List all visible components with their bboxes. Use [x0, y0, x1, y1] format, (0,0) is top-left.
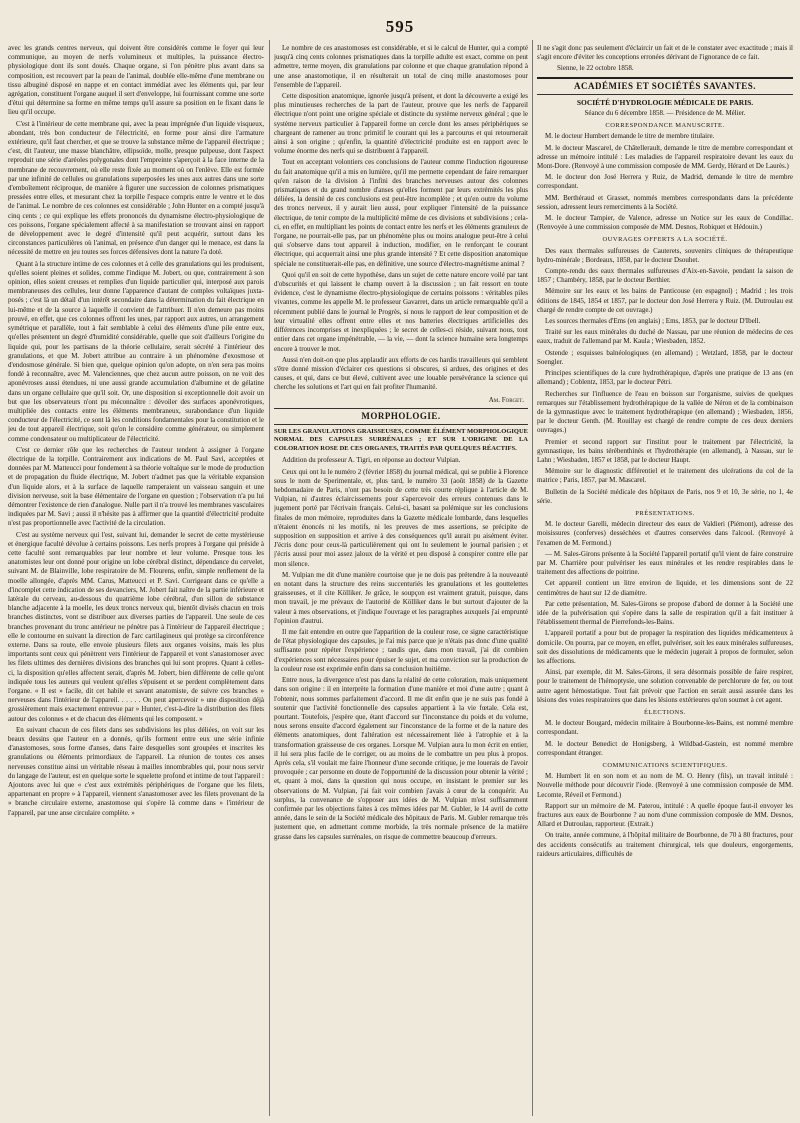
paragraph: On traite, année commune, à l'hôpital militaire de Bourbonne, de 70 à 80 fractures, pour des accidents consécutifs au traitement chirurgical, tels que douleurs, engorgements, raideurs articulaires, difficultés de — [537, 831, 793, 858]
session-line: Séance du 6 décembre 1858. — Présidence de M. Mélier. — [584, 109, 746, 118]
paragraph: Compte-rendu des eaux thermales sulfureuses d'Aix-en-Savoie, pendant la saison de 1857 ; Chambéry, 1858, par le docteur Berthier. — [537, 267, 793, 285]
paragraph: MM. Berthéraud et Grasset, nommés membres correspondants dans la précédente session, adressent leurs remerciments à la Société. — [537, 193, 793, 211]
section-title-morphologie: MORPHOLOGIE. — [361, 410, 441, 421]
page-number: 595 — [385, 17, 415, 36]
paragraph: Ainsi, par exemple, dit M. Sales-Girons, il sera désormais possible de faire respirer, pour le traitement de l'hémoptysie, une solution convenable de perchlorure de fer, ou tout autre agent hémostatique. Tout fait prévoir que l'action en serait aussi assurée dans les lésions des voies respiratoires que dans les lésions extérieures qu'on soumet à cet agent. — [537, 668, 793, 704]
paragraph: Il ne s'agit donc pas seulement d'éclaircir un fait et de le constater avec exactitude ; mais il s'agit encore d'éviter les conceptions erronées dérivant de l'ignorance de ce fait. — [537, 44, 793, 62]
paragraph: Recherches sur l'influence de l'eau en boisson sur l'organisme, suivies de quelques remarques sur l'établissement hydrothérapique de la vallée de Néron et de la combinaison de la gymnastique avec le traitement hydrothérapique (en allemand) ; Wiesbaden, 1856, par le docteur Genth. (M. Rouillay est chargé de rendre compte de ces deux derniers ouvrages.) — [537, 389, 793, 435]
paragraph: M. le docteur Benedict de Honigsberg, à Wildbad-Gastein, est nommé membre correspondant étranger. — [537, 739, 793, 757]
paragraph: Quoi qu'il en soit de cette hypothèse, dans un sujet de cette nature encore voilé par tant d'obscurités et qui laissent le champ ouvert à la discussion ; un fait ressort en toute évidence, c'est le dynamisme électro-physiologique de certains poissons : véritables piles vivantes, comme les appelle M. le professeur Gavarret, dans un article remarquable qu'il a récemment publié dans le journal le Progrès, si nous le rapport de leur composition et de leur virtualité elles offrent entre elles et nos batteries électriques artificielles des différences incomprises et inexpliquées ; le secret de celles-ci réside, suivant nous, tout entier dans cet organe impénétrable, — la vie, — dont la science humaine sera longtemps encore à trouver le mot. — [274, 270, 528, 353]
paragraph: Des eaux thermales sulfureuses de Cauterets, souvenirs cliniques de thérapeutique hydro-minérale ; Bordeaux, 1858, par le docteur Dsouhet. — [537, 246, 793, 264]
paragraph: C'est ce dernier rôle que les recherches de l'auteur tendent à assigner à l'organe électrique de la torpille. Contrairement aux indications de M. Paul Savi, acceptées et données par M. Matteucci pour fondement à sa théorie voltaïque sur le mode de production et de propagation du fluide électrique, M. Jobert n'admet pas que la véritable expansion d'un liquide alors, et à la surface de laquelle ramperaient un vaisseau sanguin et une division nerveuse, soit la base élémentaire de l'organe en question ; l'observation n'a pu lui démontrer l'existence de rien d'analogue. Nulle part il n'a trouvé les membranes vasculaires indiquées par M. Savi ; aussi il n'hésite pas à affirmer que la quantité d'électricité produite n'est pas proportionnelle avec l'activité de la circulation. — [8, 445, 264, 528]
article-heading: SUR LES GRANULATIONS GRAISSEUSES, COMME ÉLÉMENT MORPHOLOGIQUE NORMAL DES CAPSULES SURRÉNALES ; ET SUR L'ORIGINE DE LA COLORATION ROSE DE CES ORGANES, TRAITÉS PAR QUELQUES RÉACTIFS. — [274, 427, 528, 452]
column-2 — [274, 44, 528, 1116]
paragraph: Le nombre de ces anastomoses est considérable, et si le calcul de Hunter, qui a compté jusqu'à cinq cents colonnes prismatiques dans la torpille adulte est exact, comme on peut admettre, terme moyen, dix granulations par colonne et que chaque granulation répond à une anse anastomotique, il en résulterait un total de cinq mille anastomoses pour l'ensemble de l'appareil. — [274, 44, 528, 89]
subsection-ouvrages: OUVRAGES OFFERTS A LA SOCIÉTÉ. — [602, 236, 728, 244]
paragraph: C'est à l'intérieur de cette membrane qui, avec la peau imprégnée d'un liquide visqueux, abondant, très bon conducteur de l'électricité, en forme pour ainsi dire l'armature extérieure, qu'il faut chercher, et que se trouve la substance même de l'appareil électrique ; c'est, dit l'auteur, une masse blanchâtre, ellipsoïde, molle, presque pulpeuse, dont l'aspect reproduit une série d'aréoles polygonales dont l'empreinte s'aperçoit à la face interne de la membrane de recouvrement, où elle reste fixée au moment où on l'enlève. Elle est formée par une infinité de cellules ou granulations superposées les unes aux autres dans une sorte d'emboîtement réciproque, de manière à figurer une succession de colonnes prismatiques pressées entre elles, et mesurant chez la torpille l'espace compris entre le ventre et le dos de l'animal. Le nombre de ces colonnes est considérable ; John Hunter en a compté jusqu'à cinq cents ; ce qui explique les effets prononcés du dynamisme électro-physiologique de ces poissons, l'organe spécialement affecté à sa manifestation se trouvant ainsi en rapport de développement avec le degré d'intensité qu'il peut acquérir, surtout dans les circonstances particulières où l'animal, en présence d'un danger qui le menace, est dans la nécessité de mettre en jeu toutes ses forces défensives dont la nature l'a doté. — [8, 119, 264, 257]
paragraph: Tout en acceptant volontiers ces conclusions de l'auteur comme l'induction rigoureuse du fait anatomique qu'il a mis en lumière, qu'il me permette cependant de faire remarquer qu'en raison de la division à l'infini des branches nerveuses autour des colonnes prismatiques et du grand nombre d'anses qu'elles forment par leurs extrémités les plus déliées, la densité de ces conclusions est peut-être incomplète ; et qu'en outre du volume des troncs nerveux, il y aurait lieu aussi, pour expliquer l'intensité de la puissance électrique, de tenir compte de la multiplicité même de ces divisions et subdivisions ; cela-ci, en effet, en multipliant les points de contact entre les nerfs et les éléments granuleux de l'organe, ne pourrait-elle pas, par un phénomène plus ou moins analogue peut-être à celui qui s'observe dans tout appareil à induction, modifier, en le renforçant le courant électrique, qui acquerrait ainsi une plus grande intensité ? Et cette disposition anatomique spéciale ne constituerait-elle pas, en définitive, une source d'électro-magnétisme animal ? — [274, 158, 528, 268]
paragraph: Addition du professeur A. Tigri, en réponse au docteur Vulpian. — [282, 456, 461, 465]
paragraph: avec les grands centres nerveux, qui doivent être considérés comme le foyer qui leur communique, au moyen de nerfs volumineux et multiples, la puissance électro-physiologique dont ils sont doués. Chaque organe, si l'on pénètre plus avant dans sa composition, est recouvert par la peau de l'animal, doublée elle-même d'une membrane ou tissu albuginé disposé en nappe et en contact immédiat avec les éléments qui, par leur agrégation, constituent l'organe auquel il sert d'enveloppe, lui fournissant comme une sorte d'étui qui détermine sa forme en même temps qu'il assure sa position en le fixant dans le lieu qu'il occupe. — [8, 44, 264, 117]
paragraph: M. le docteur don José Herrera y Ruiz, de Madrid, demande le titre de membre correspondant. — [537, 173, 793, 191]
paragraph: M. Humbert lit en son nom et au nom de M. O. Henry (fils), un travail intitulé : Nouvelle méthode pour découvrir l'iode. (Renvoyé à une commission composée de MM. Lecomte, Réveil et Fermond.) — [537, 772, 793, 799]
paragraph: Par cette présentation, M. Sales-Girons se propose d'abord de donner à la Société une idée de la pulvérisation qui s'opère dans la salle de respiration qu'il a fait instituer à l'établissement thermal de Pierrefonds-les-Bains. — [537, 599, 793, 627]
paragraph: En suivant chacun de ces filets dans ses subdivisions les plus déliées, on voit sur les beaux dessins que l'auteur en a donnés, qu'ils forment entre eux une série infinie d'anastomoses, sous forme d'anses, dans l'aire desquelles sont groupées et inscrites les granulations ou éléments primordiaux de l'appareil. La réunion de toutes ces anses nerveuses constitue ainsi un véritable réseau à mailles innombrables qui, pour nous servir du langage de l'auteur, est en quelque sorte le squelette profond et intime de tout l'appareil : Ajoutons avec lui que « c'est aux extrémités périphériques de l'organe que les filets, appartenant en propre » à l'appareil, viennent s'anastomoser avec les filets provenant de la » branche circulaire externe, anastomose qui s'opère là comme dans » l'intérieur de l'appareil, par une anse circulaire complète. » — [8, 725, 264, 817]
paragraph: M. Vulpian me dit d'une manière courtoise que je ne dois pas prétendre à la nouveauté en notant dans la structure des reins succenturiés les granulations et les gouttelettes graisseuses, et il cite Kölliker. Je grâce, le soupçon est vraiment gratuit, puisque, dans mon travail, je me prévaux de l'autorité de Kölliker dans le but surtout d'ajouter de la valeur à mes observations, et j'indique l'ouvrage et les paragraphes auxquels j'ai emprunté l'opinion d'autrui. — [274, 570, 528, 625]
society-title: SOCIÉTÉ D'HYDROLOGIE MÉDICALE DE PARIS. — [576, 97, 754, 107]
paragraph: Entre nous, la divergence n'est pas dans la réalité de cette coloration, mais uniquement dans son origine : il en interprète la formation d'une manière et moi d'une autre ; quant à l'obtenir, nous sommes parfaitement d'accord. Il me dit enfin que je ne suis pas fondé à soutenir que l'activité fonctionnelle des capsules appartient à la vie fœtale. Cela est, pourtant. Toutefois, j'espère que, étant d'accord sur l'inconstance du poids et du volume, nous serons ensuite d'accord également sur l'inconstance de la forme et de la nature des éléments anatomiques, dont l'altération est nécessairement liée à l'atrophie et à la transformation graisseuse de ces organes. Lorsque M. Vulpian aura lu mon écrit en entier, il lui sera plus facile de le corriger, ou au moins de le combattre un peu plus à propos. Après cela, s'il voulait me faire l'honneur d'une seconde critique, je me louerais de l'avoir provoquée ; car personne en doute de l'opportunité de la discussion pour obtenir la vérité ; et, quant à moi, dans la question qui nous occupe, en insistant le premier sur les observations de M. Vulpian, j'ai fait voir combien j'avais à cœur de la conquérir. Au surplus, la convenance de s'opposer aux idées de M. Vulpian m'est suffisamment confirmée par les objections faites à ces mêmes idées par M. Gubler, le 14 avril de cette année, dans le sein de la Société médicale des hôpitaux de Paris. M. Gubler remarque très justement que, en admettant comme morbide, la très normale présence de la matière grasse dans les capsules surrénales, on risque de commettre beaucoup d'erreurs. — [274, 676, 528, 841]
paragraph: Cet appareil contient un litre environ de liquide, et les dimensions sont de 22 centimètres de haut sur 12 de diamètre. — [537, 579, 793, 597]
dateline: Sienne, le 22 octobre 1858. — [557, 64, 634, 73]
paragraph: Traité sur les eaux minérales du duché de Nassau, par une réunion de médecins de ces eaux, traduit de l'allemand par M. Kaula ; Wiesbaden, 1852. — [537, 328, 793, 346]
divider — [274, 408, 528, 409]
paragraph: Mémoire sur les eaux et les bains de Panticouse (en espagnol) ; Madrid ; les trois éditions de 1845, 1854 et 1857, par le docteur don José Herrera y Ruiz. (M. Dutroulau est chargé de rendre compte de cet ouvrage.) — [537, 287, 793, 314]
author-signature: Am. Forget. — [488, 395, 524, 404]
subsection-correspondance: CORRESPONDANCE MANUSCRITE. — [605, 122, 725, 130]
paragraph: Aussi n'en doit-on que plus applaudir aux efforts de ces hardis travailleurs qui semblent s'être donné mission d'éclairer ces questions si obscures, si ardues, des origines et des causes, et qui, dans ce but élevé, cultivent avec une louable persévérance la science qui cherche les solutions et l'art qui en fait profiter l'humanité. — [274, 355, 528, 392]
paragraph: Bulletin de la Société médicale des hôpitaux de Paris, nos 9 et 10, 3e série, no 1, 4e série. — [537, 487, 793, 505]
subsection-communications: COMMUNICATIONS SCIENTIFIQUES. — [602, 762, 728, 770]
paragraph: L'appareil portatif a pour but de propager la respiration des liquides médicamenteux à domicile. On pourra, par ce moyen, en effet, pulvériser, soit les eaux minérales sulfureuses, soit des dissolutions de médicaments que le médecin jugerait à propos de formuler, selon les affections. — [537, 629, 793, 665]
paragraph: C'est au système nerveux qui l'est, suivant lui, demander le secret de cette mystérieuse et énergique faculté dévolue à certains poissons. Les nerfs propres à l'organe qui préside à cette faculté sont remarquables par leur nombre et leur volume. Presque tous les anatomistes leur ont donné pour origine un lobe cérébral distinct, dépendance du cervelet, suivant M. de Blainville, lobe respiratoire de M. Flourens, enfin, simple renflement de la moelle allongée, d'après MM. Carus, Matteucci et P. Savi. Corrigeant dans ce qu'elle a d'incomplet cette indication de ses devanciers, M. Jobert fait naître de la partie inférieure et latérale du cerveau, au-dessous du quatrième lobe cérébral, d'un sillon de substance blanche adjacente à la moelle, les deux troncs nerveux qui, bientôt divisés chacun en trois branches distinctes, vont se distribuer aux diverses parties de l'appareil. Une seule de ces branches provenant du tronc antérieur ne pénètre pas à l'intérieur de l'appareil électrique ; elle le contourne en suivant la direction de l'arc cartilagineux qui protège sa circonférence externe. Dans sa route, elle envoie plusieurs filets aux organes voisins, mais les plus importants sont ceux qui pénètrent vers l'intérieur de l'appareil et vont s'anastomoser avec les filets ultimes des dernières divisions des branches qui lui sont propres. Quant à celles-ci, la disposition qu'elles affectent serait, d'après M. Jobert, bien différente de celle qu'ont indiquée tous les auteurs qui veulent qu'elles s'épuisent et se perdent complètement dans l'organe. « Il est » facile, dit cet habile et savant anatomiste, de suivre ces branches » nerveuses dans l'intérieur de l'appareil. . . . . . On peut apercevoir » une disposition déjà grossièrement mais exactement entrevue par » Hunter, c'est-à-dire la distribution des filets autour des colonnes » et de chacun des éléments qui les composent. » — [8, 530, 264, 723]
paragraph: Mémoire sur le diagnostic différentiel et le traitement des ulcérations du col de la matrice ; Paris, 1857, par M. Mascarel. — [537, 467, 793, 485]
subsection-elections: ÉLECTIONS. — [643, 709, 686, 716]
paragraph: Premier et second rapport sur l'institut pour le traitement par l'électricité, la gymnastique, les bains térébenthinés et l'hydrothérapie (en allemand), à Nassau, sur le Lahn ; Wiesbaden, 1857 et 1858, par le docteur Haupt. — [537, 437, 793, 464]
divider — [274, 424, 528, 425]
paragraph: Ceux qui ont lu le numéro 2 (février 1858) du journal médical, qui se publie à Florence sous le nom de Sperimentale, et, plus tard, le numéro 33 (août 1858) de la Gazette hebdomadaire de Paris, n'ont pas besoin de cette très courte réplique à l'article de M. Vulpian, ni d'autres éclaircissements pour s'apercevoir des erreurs contenues dans le jugement porté par l'écrivain français. Celui-ci, basant sa polémique sur les conclusions finales de mon mémoire, reproduites dans la Gazette médicale lombarde, dans lesquelles n'étaient énoncés ni les motifs, ni les preuves de mes assertions, se précipite de supposition en supposition et arrive à des conséquences qu'il aurait pu aisément éviter. J'écris donc pour ceux-là particulièrement qui ont lu seulement le journal parisien ; et j'écris aussi pour moi assez jaloux de la vérité et peu disposé à conspirer contre elle par mon silence. — [274, 467, 528, 568]
paragraph: M. le docteur Garelli, médecin directeur des eaux de Valdieri (Piémont), adresse des moisissures (conferves) desséchées et d'autres conservées dans l'alcool. (Renvoyé à l'examen de M. Fermond.) — [537, 520, 793, 547]
section-title-academies: ACADÉMIES ET SOCIÉTÉS SAVANTES. — [573, 80, 757, 91]
column-divider — [532, 40, 533, 1116]
paragraph: Principes scientifiques de la cure hydrothérapique, d'après une pratique de 13 ans (en allemand) ; Coblentz, 1853, par le docteur Pétri. — [537, 369, 793, 387]
column-divider — [269, 40, 270, 1116]
paragraph: Rapport sur un mémoire de M. Paterou, intitulé : A quelle époque faut-il envoyer les fractures aux eaux de Bourbonne ? au nom d'une commission composée de MM. Desnos, Allard et Dutroulau, rapporteur. (Extrait.) — [537, 801, 793, 829]
paragraph: M. le docteur Mascarel, de Châtellerault, demande le titre de membre correspondant et adresse un mémoire intitulé : Les maladies de l'appareil respiratoire devant les eaux du Mont-Dore. (Renvoyé à une commission composée de MM. Gerdy, Hérard et De Laurès.) — [537, 143, 793, 171]
subsection-presentations: PRÉSENTATIONS. — [635, 509, 695, 517]
paragraph: Quant à la structure intime de ces colonnes et à celle des granulations qui les produisent, qu'elles soient pleines et solides, comme l'indique M. Jobert, ou que, contrairement à son opinion, elles soient creuses et remplies d'un liquide particulier qui, interposé aux parois membraneuses des cellules, leur donne l'apparence d'autant de comples voltaïques juxta-posés ; c'est là un détail d'un intérêt secondaire dans la détermination du fait électrique en lui-même et de la source à laquelle il convient de l'attribuer. Il n'en demeure pas moins prouvé, en effet, que ces colonnes offrent les unes, par rapport aux autres, un arrangement symétrique et parallèle, tout à fait semblable à celui des éléments d'une pile entre eux, qu'elles présentent un degré d'humidité considérable, quelle que soit d'ailleurs l'origine du liquide qui, pour les partisans de la théorie cellulaire, serait sécrété à l'intérieur des granulations, et que M. Jobert attribue au contraire à un phénomène d'exosmose et d'endosmose générale. Si bien que, quelque opinion qu'on adopte, on n'en sera pas moins fondé à reconnaître, avec M. Valenciennes, que chez aucun autre poisson, on ne voit des aponévroses aussi étendues, ni une aussi grande accumulation d'albumine et de gélatine dans un organe cellulaire que qu'il soit. Or, une disposition si exceptionnelle doit avoir un but que les observateurs n'ont pu méconnaître : dévoiler des surfaces aponévrotiques, multipliée des contacts entre les éléments membraneux, surabondance d'un liquide conducteur de l'électricité, ce sont là les conditions fondamentales pour la constitution et le jeu de tout appareil électrique, soit qu'on le considère comme générateur, ou simplement comme condensateur ou multiplicateur de l'électricité. — [8, 259, 264, 443]
divider — [537, 94, 793, 95]
paragraph: M. le docteur Humbert demande le titre de membre titulaire. — [545, 132, 715, 141]
paragraph: Il me fait entendre en outre que l'apparition de la couleur rose, ce signe caractéristique de l'état physiologique des capsules, je l'ai mis parce que je n'étais pas donc d'une qualité suffisante pour répéter l'expérience ; tandis que, dans mon travail, j'ai dit combien d'expériences sont nécessaires pour épuiser le sujet, et ma conviction sur la production de la couleur rose est exprimée enfin dans sa conclusion huitième. — [274, 628, 528, 673]
column-1 — [8, 44, 264, 1116]
paragraph: Les sources thermales d'Ems (en anglais) ; Ems, 1853, par le docteur D'Ibell. — [545, 317, 761, 326]
paragraph: M. le docteur Bougard, médecin militaire à Bourbonne-les-Bains, est nommé membre correspondant. — [537, 719, 793, 737]
paragraph: Ostende ; esquisses balnéologiques (en allemand) ; Wetzlard, 1858, par le docteur Soengler. — [537, 348, 793, 366]
column-3 — [537, 44, 793, 1116]
paragraph: Cette disposition anatomique, ignorée jusqu'à présent, et dont la découverte a exigé les plus minutieuses recherches de la part de l'auteur, prouve que les nerfs de l'appareil électrique n'ont point une origine spéciale et distincte du système nerveux général ; que le système nerveux particulier à l'appareil forme un cercle dont les anses périphériques se chargeant de ramener au tronc primitif le courant qui les a parcourus et qui retournerait ainsi à son origine ; qu'enfin, la quantité d'électricité produite est en rapport avec le volume énorme des nerfs qui se distribuent à l'appareil. — [274, 92, 528, 156]
divider — [537, 77, 793, 79]
paragraph: M. le docteur Tampier, de Valence, adresse un Notice sur les eaux de Condillac. (Renvoyée à une commission composée de MM. Desnos, Robiquet et Hédouin.) — [537, 214, 793, 232]
paragraph: — M. Sales-Girons présente à la Société l'appareil portatif qu'il vient de faire construire par M. Charrière pour pulvériser les eaux minérales et les rendre respirables dans le traitement des affections de poitrine. — [537, 549, 793, 577]
